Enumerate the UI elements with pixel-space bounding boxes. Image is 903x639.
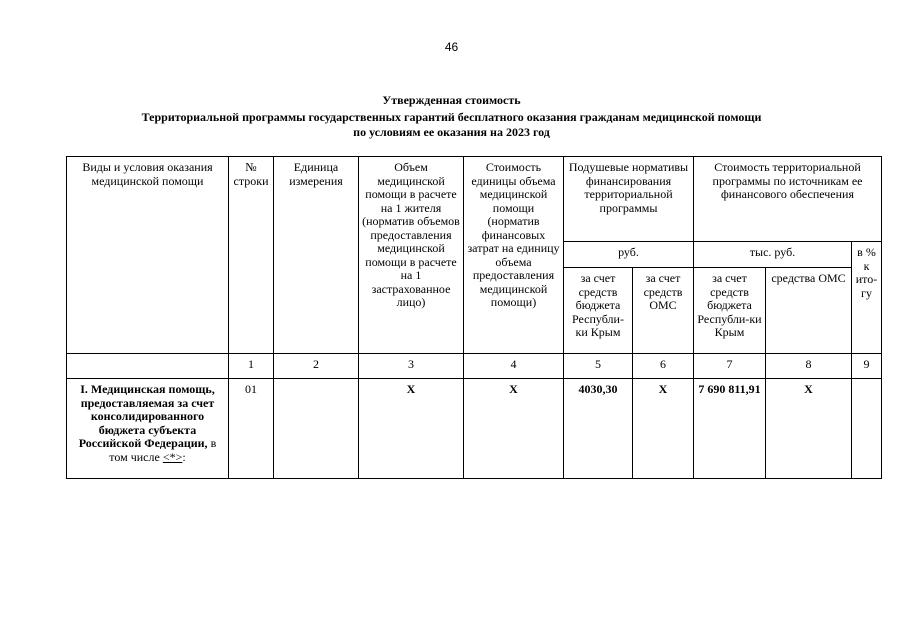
header-volume: Объем медицинской помощи в расчете на 1 жителя (норматив объемов предоставления медицинской помощи в расчете на 1 застрахованное лицо) — [359, 157, 464, 354]
row-unit — [274, 379, 359, 479]
column-number: 2 — [274, 354, 359, 379]
row-volume: X — [359, 379, 464, 479]
header-cost-oms: средства ОМС — [766, 268, 852, 354]
page-number: 46 — [444, 40, 459, 54]
row-label-tail: : — [182, 449, 186, 464]
header-unit-cost: Стоимость единицы объема медицинской помощи (норматив финансовых затрат на единицу объема предоставления медицинской помощи) — [464, 157, 564, 354]
column-number: 6 — [633, 354, 694, 379]
row-cost-budget: 7 690 811,91 — [694, 379, 766, 479]
header-row-number: № строки — [229, 157, 274, 354]
header-total-cost: Стоимость территориальной программы по источникам ее финансового обеспечения — [694, 157, 882, 242]
program-subtitle: по условиям ее оказания на 2023 год — [353, 125, 550, 139]
header-unit: Единица измерения — [274, 157, 359, 354]
row-cost-oms: X — [766, 379, 852, 479]
cost-table — [66, 156, 882, 479]
row-per-capita-budget: 4030,30 — [564, 379, 633, 479]
row-label-plain: в том числе — [109, 436, 217, 464]
header-percent-of-total: в % к ито-гу — [852, 242, 882, 354]
column-number-empty — [67, 354, 229, 379]
column-number: 1 — [229, 354, 274, 379]
program-title: Территориальной программы государственных гарантий бесплатного оказания гражданам медицинской помощи — [141, 110, 762, 124]
column-number-row — [67, 354, 882, 379]
header-per-capita-oms: за счет средств ОМС — [633, 268, 694, 354]
approved-cost-title: Утвержденная стоимость — [382, 93, 521, 107]
column-number: 9 — [852, 354, 882, 379]
row-percent — [852, 379, 882, 479]
table-row — [67, 379, 882, 479]
header-per-capita: Подушевые нормативы финансирования территориальной программы — [564, 157, 694, 242]
footnote-link[interactable]: <*> — [162, 449, 183, 464]
column-number: 7 — [694, 354, 766, 379]
column-number: 8 — [766, 354, 852, 379]
row-number: 01 — [229, 379, 274, 479]
header-thousand-rub: тыс. руб. — [694, 242, 852, 268]
header-rub: руб. — [564, 242, 694, 268]
column-number: 3 — [359, 354, 464, 379]
header-types: Виды и условия оказания медицинской помощи — [67, 157, 229, 354]
column-number: 4 — [464, 354, 564, 379]
row-unit-cost: X — [464, 379, 564, 479]
row-label — [67, 379, 229, 479]
column-number: 5 — [564, 354, 633, 379]
header-cost-budget: за счет средств бюджета Республи-ки Крым — [694, 268, 766, 354]
row-per-capita-oms: X — [633, 379, 694, 479]
header-per-capita-budget: за счет средств бюджета Республи-ки Крым — [564, 268, 633, 354]
header-row-1 — [67, 157, 882, 242]
row-label-bold: I. Медицинская помощь, предоставляемая за счет консолидированного бюджета субъекта Российской Федерации, — [78, 382, 215, 450]
